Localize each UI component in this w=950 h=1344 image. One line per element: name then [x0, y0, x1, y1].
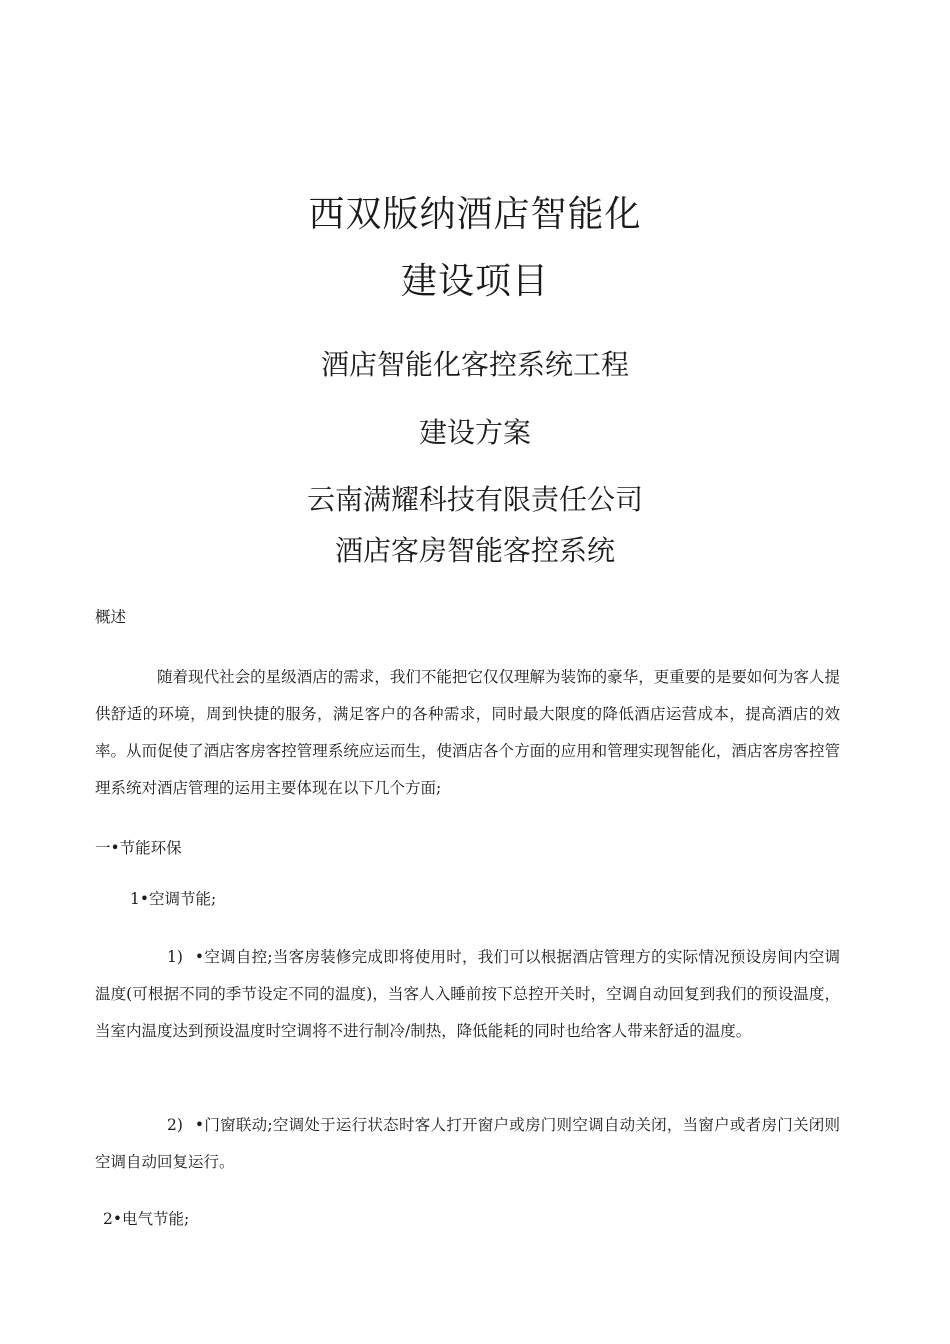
system-name: 酒店客房智能客控系统 [334, 534, 615, 567]
list-item-text: •空调自控;当客房装修完成即将使用时，我们可以根据酒店管理方的实际情况预设房间内空调温度(可根据不同的季节设定不同的温度)，当客人入睡前按下总控开关时，空调自动回复到我们的预设温度，当室内温度达到预设温度时空调将不进行制冷/制热，降低能耗的同时也给客人带来舒适的温度。 [95, 948, 840, 1040]
subsection2-heading: 2•电气节能; [103, 1210, 190, 1228]
list-item-number: 2) [167, 1116, 183, 1134]
document-subtitle-line2: 建设方案 [418, 416, 531, 449]
document-title-line1: 西双版纳酒店智能化 [308, 194, 642, 235]
list-item-number: 1) [167, 948, 183, 966]
list-item-text: •门窗联动;空调处于运行状态时客人打开窗户或房门则空调自动关闭，当窗户或者房门关闭则空调自动回复运行。 [95, 1116, 840, 1171]
document-subtitle-line1: 酒店智能化客控系统工程 [320, 348, 629, 381]
overview-heading: 概述 [95, 608, 127, 626]
document-title-line2: 建设项目 [400, 261, 549, 302]
list-item-door-window-linkage [95, 1107, 840, 1181]
section1-heading: 一•节能环保 [95, 839, 182, 857]
subsection1-heading: 1•空调节能; [130, 890, 217, 908]
intro-paragraph: 随着现代社会的星级酒店的需求，我们不能把它仅仅理解为装饰的豪华，更重要的是要如何为客人提供舒适的环境，周到快捷的服务，满足客户的各种需求，同时最大限度的降低酒店运营成本，提高酒店的效率。从而促使了酒店客房客控管理系统应运而生，使酒店各个方面的应用和管理实现智能化，酒店客房客控管理系统对酒店管理的运用主要体现在以下几个方面; [95, 668, 840, 797]
company-name: 云南满耀科技有限责任公司 [306, 483, 643, 516]
list-item-air-conditioning-control [95, 939, 840, 1050]
